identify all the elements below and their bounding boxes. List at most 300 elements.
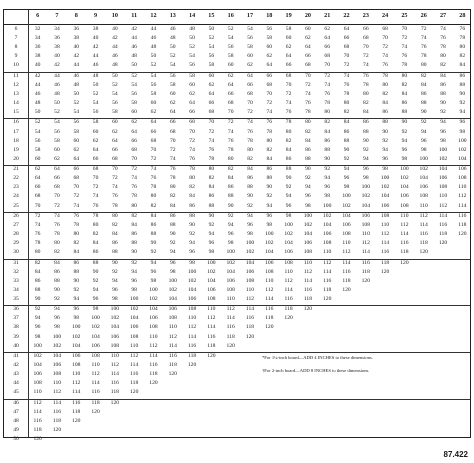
table-cell: 120	[110, 399, 120, 406]
table-cell: 56	[92, 109, 99, 116]
table-cell: 82	[73, 240, 80, 247]
table-cell: 58	[189, 72, 195, 79]
table-cell: 90	[150, 240, 157, 247]
table-cell: 98	[54, 324, 60, 331]
table-cell: 52	[150, 62, 157, 69]
table-cell: 106	[207, 286, 216, 293]
table-cell: 110	[91, 362, 100, 368]
table-cell: 112	[438, 202, 448, 209]
table-cell: 62	[247, 62, 253, 69]
table-cell: 94	[363, 155, 369, 162]
table-cell: 56	[112, 100, 118, 106]
table-cell: 60	[247, 53, 253, 60]
table-cell: 106	[149, 315, 158, 322]
table-cell: 72	[227, 119, 234, 126]
table-cell: 48	[73, 81, 80, 88]
table-cell: 84	[401, 90, 408, 97]
table-cell: 88	[266, 175, 273, 182]
row-label: 41	[13, 352, 19, 359]
table-cell: 100	[187, 268, 197, 275]
table-cell: 46	[73, 72, 80, 79]
table-cell: 96	[305, 193, 311, 200]
table-cell: 86	[343, 128, 350, 135]
table-cell: 36	[34, 44, 41, 51]
table-cell: 84	[112, 231, 118, 237]
table-cell: 62	[189, 90, 195, 97]
table-cell: 120	[458, 231, 467, 237]
row-label: 49	[13, 426, 19, 433]
table-cell: 72	[92, 184, 99, 191]
table-cell: 116	[187, 342, 197, 349]
table-cell: 98	[363, 175, 369, 182]
column-header: 20	[304, 12, 311, 19]
table-cell: 48	[169, 35, 176, 42]
table-cell: 92	[401, 128, 408, 135]
table-cell: 76	[112, 193, 118, 200]
table-cell: 94	[189, 240, 195, 247]
table-cell: 112	[33, 399, 42, 406]
table-cell: 120	[400, 259, 409, 266]
table-cell: 102	[284, 231, 293, 237]
table-cell: 86	[459, 72, 466, 79]
table-cell: 78	[382, 72, 388, 79]
table-cell: 94	[247, 212, 253, 219]
table-cell: 116	[168, 352, 177, 359]
table-cell: 94	[382, 146, 388, 153]
table-cell: 76	[440, 35, 446, 42]
table-cell: 88	[401, 109, 408, 116]
table-cell: 78	[189, 166, 195, 173]
table-cell: 98	[459, 128, 466, 135]
table-cell: 118	[303, 295, 312, 302]
table-cell: 116	[284, 295, 293, 302]
table-cell: 116	[400, 240, 409, 247]
table-cell: 82	[189, 184, 195, 191]
table-cell: 94	[401, 137, 408, 144]
table-cell: 100	[72, 324, 81, 331]
table-cell: 76	[266, 119, 273, 126]
row-label: 24	[13, 193, 19, 200]
table-cell: 58	[73, 128, 80, 135]
table-cell: 54	[169, 62, 176, 69]
table-cell: 92	[266, 193, 273, 200]
table-cell: 110	[265, 277, 274, 284]
table-cell: 118	[33, 426, 42, 433]
row-label: 23	[13, 184, 19, 191]
table-cell: 90	[324, 155, 330, 162]
table-cell: 116	[342, 268, 351, 275]
row-label: 21	[13, 166, 19, 173]
table-cell: 108	[129, 333, 139, 340]
table-cell: 68	[189, 119, 195, 126]
table-cell: 104	[91, 333, 100, 340]
table-cell: 114	[91, 380, 100, 387]
table-cell: 66	[305, 53, 311, 60]
table-cell: 72	[401, 35, 408, 42]
table-cell: 58	[92, 119, 99, 126]
table-cell: 44	[131, 35, 137, 42]
table-cell: 78	[343, 90, 350, 97]
column-header: 25	[401, 12, 408, 19]
table-cell: 68	[285, 72, 292, 79]
row-label: 9	[14, 53, 18, 60]
table-cell: 100	[438, 146, 448, 153]
table-cell: 120	[265, 324, 274, 331]
table-cell: 68	[112, 155, 118, 162]
table-cell: 108	[380, 212, 390, 219]
table-cell: 64	[266, 62, 273, 69]
table-cell: 96	[420, 137, 427, 144]
table-cell: 88	[131, 240, 137, 247]
table-cell: 78	[150, 184, 157, 191]
table-cell: 74	[112, 184, 118, 191]
table-cell: 94	[459, 109, 466, 116]
table-cell: 64	[189, 100, 195, 106]
table-cell: 98	[208, 249, 215, 256]
table-cell: 60	[112, 119, 118, 126]
table-cell: 60	[34, 155, 41, 162]
table-cell: 104	[168, 295, 177, 302]
table-cell: 76	[227, 137, 234, 144]
table-cell: 62	[227, 72, 234, 79]
table-cell: 108	[91, 352, 100, 359]
table-cell: 114	[245, 306, 255, 313]
table-cell: 80	[343, 100, 350, 106]
table-cell: 60	[169, 90, 176, 97]
table-cell: 68	[343, 44, 350, 51]
table-cell: 60	[189, 81, 195, 88]
table-cell: 112	[130, 352, 139, 359]
table-cell: 96	[227, 231, 234, 237]
table-cell: 84	[208, 184, 215, 191]
table-cell: 116	[458, 212, 467, 219]
table-cell: 50	[169, 44, 176, 51]
column-header: 28	[459, 12, 466, 19]
table-cell: 100	[458, 137, 467, 144]
table-cell: 86	[305, 146, 311, 153]
table-cell: 106	[342, 221, 351, 228]
table-cell: 98	[169, 268, 176, 275]
column-header: 13	[169, 12, 176, 19]
table-cell: 54	[34, 128, 41, 135]
table-cell: 102	[245, 249, 255, 256]
table-cell: 62	[92, 137, 99, 144]
table-cell: 110	[361, 231, 370, 237]
table-cell: 80	[92, 221, 99, 228]
table-cell: 88	[343, 137, 350, 144]
table-cell: 40	[112, 26, 118, 32]
table-cell: 82	[112, 221, 118, 228]
table-cell: 56	[266, 26, 273, 32]
table-cell: 92	[208, 221, 215, 228]
table-cell: 68	[227, 100, 234, 106]
table-cell: 96	[324, 184, 330, 191]
table-cell: 90	[112, 259, 118, 266]
table-cell: 44	[73, 62, 80, 69]
footnote-1: *For 1¼-inch board—ADD 4 INCHES to these dimensions.	[262, 355, 373, 360]
table-cell: 56	[169, 72, 176, 79]
table-cell: 78	[208, 155, 215, 162]
table-cell: 36	[73, 26, 80, 32]
table-cell: 112	[342, 249, 351, 256]
table-cell: 74	[285, 100, 292, 106]
table-cell: 84	[227, 175, 234, 182]
table-cell: 86	[169, 212, 176, 219]
table-cell: 72	[343, 62, 350, 69]
table-cell: 40	[34, 62, 41, 69]
table-cell: 58	[112, 109, 118, 116]
table-cell: 106	[52, 362, 62, 368]
table-cell: 82	[324, 119, 330, 126]
table-cell: 86	[112, 240, 118, 247]
table-cell: 108	[149, 324, 158, 331]
table-cell: 118	[207, 342, 216, 349]
table-cell: 84	[34, 268, 41, 275]
table-cell: 114	[110, 371, 119, 378]
table-cell: 108	[458, 175, 467, 182]
table-cell: 82	[401, 81, 408, 88]
table-cell: 42	[54, 62, 60, 69]
table-cell: 118	[323, 286, 332, 293]
table-cell: 82	[459, 53, 466, 60]
table-cell: 94	[343, 166, 350, 173]
table-cell: 92	[92, 277, 99, 284]
table-cell: 102	[342, 202, 351, 209]
table-cell: 110	[33, 389, 42, 396]
table-cell: 92	[382, 137, 388, 144]
table-cell: 94	[92, 286, 99, 293]
table-cell: 88	[363, 128, 369, 135]
table-cell: 102	[438, 155, 448, 162]
table-cell: 72	[189, 137, 195, 144]
table-cell: 44	[92, 53, 99, 60]
row-label: 13	[13, 90, 19, 97]
table-cell: 72	[363, 53, 369, 60]
table-cell: 90	[73, 277, 80, 284]
table-cell: 86	[440, 81, 446, 88]
table-cell: 54	[73, 109, 80, 116]
table-cell: 66	[169, 119, 176, 126]
table-cell: 96	[401, 146, 408, 153]
table-cell: 106	[380, 202, 390, 209]
row-label: 19	[13, 146, 19, 153]
table-cell: 58	[208, 62, 215, 69]
table-cell: 116	[91, 389, 100, 396]
table-cell: 64	[150, 119, 157, 126]
table-cell: 108	[187, 306, 197, 313]
table-cell: 100	[265, 231, 274, 237]
table-cell: 96	[440, 128, 446, 135]
table-cell: 72	[247, 109, 253, 116]
table-cell: 80	[266, 137, 273, 144]
column-header: 7	[55, 12, 59, 19]
table-cell: 74	[131, 175, 137, 182]
table-cell: 104	[265, 249, 274, 256]
table-cell: 120	[91, 408, 100, 415]
table-cell: 52	[169, 53, 176, 60]
row-label: 25	[13, 202, 19, 209]
table-cell: 102	[168, 286, 177, 293]
table-cell: 58	[247, 44, 253, 51]
column-header: 6	[36, 12, 40, 19]
table-cell: 72	[208, 128, 215, 135]
table-cell: 78	[227, 146, 234, 153]
table-cell: 82	[266, 146, 273, 153]
table-cell: 50	[73, 90, 80, 97]
table-cell: 104	[458, 155, 467, 162]
table-cell: 66	[363, 26, 369, 32]
table-cell: 92	[363, 146, 369, 153]
table-cell: 74	[169, 155, 176, 162]
table-cell: 80	[208, 166, 215, 173]
table-cell: 92	[189, 231, 195, 237]
table-cell: 100	[33, 342, 42, 349]
table-cell: 116	[130, 371, 139, 378]
table-cell: 68	[247, 90, 253, 97]
table-cell: 58	[150, 90, 157, 97]
column-header-row	[4, 10, 470, 25]
table-cell: 60	[150, 100, 157, 106]
table-cell: 102	[323, 212, 332, 219]
table-cell: 62	[285, 44, 292, 51]
table-cell: 114	[226, 315, 235, 322]
column-header: 19	[285, 12, 292, 19]
table-cell: 98	[73, 315, 80, 322]
table-cell: 66	[285, 62, 292, 69]
table-cell: 90	[208, 212, 215, 219]
table-cell: 74	[92, 193, 99, 200]
table-cell: 110	[323, 249, 332, 256]
table-cell: 114	[265, 295, 274, 302]
table-cell: 106	[245, 268, 255, 275]
table-cell: 112	[91, 371, 100, 378]
table-cell: 90	[382, 128, 388, 135]
table-cell: 40	[54, 53, 60, 60]
table-cell: 114	[361, 249, 370, 256]
table-cell: 40	[73, 44, 80, 51]
table-cell: 78	[266, 128, 273, 135]
table-cell: 48	[189, 26, 195, 32]
table-cell: 118	[438, 231, 448, 237]
table-cell: 108	[323, 240, 332, 247]
table-cell: 64	[247, 72, 253, 79]
row-label: 44	[13, 380, 19, 387]
column-header: 12	[150, 12, 157, 19]
table-cell: 120	[245, 333, 255, 340]
table-cell: 80	[459, 44, 466, 51]
table-cell: 96	[363, 166, 369, 173]
table-cell: 92	[34, 306, 41, 313]
table-cell: 76	[305, 100, 311, 106]
table-cell: 84	[459, 62, 466, 69]
table-cell: 118	[381, 259, 390, 266]
table-cell: 84	[305, 137, 311, 144]
table-cell: 72	[420, 26, 427, 32]
table-cell: 82	[247, 155, 253, 162]
table-cell: 100	[284, 221, 293, 228]
table-cell: 118	[458, 221, 467, 228]
table-cell: 104	[149, 306, 158, 313]
table-cell: 74	[208, 137, 215, 144]
table-cell: 96	[247, 221, 253, 228]
row-label: 46	[13, 399, 19, 406]
table-cell: 92	[285, 184, 292, 191]
table-cell: 74	[401, 44, 408, 51]
table-cell: 48	[54, 90, 60, 97]
table-cell: 120	[342, 286, 351, 293]
row-label: 17	[13, 128, 19, 135]
table-cell: 92	[247, 202, 253, 209]
table-cell: 68	[131, 146, 137, 153]
table-cell: 120	[361, 277, 370, 284]
table-cell: 104	[284, 240, 293, 247]
table-cell: 110	[187, 315, 197, 322]
table-cell: 110	[381, 221, 390, 228]
table-cell: 42	[34, 72, 41, 79]
table-cell: 116	[245, 315, 255, 322]
table-cell: 98	[382, 166, 388, 173]
table-cell: 64	[34, 175, 41, 182]
row-label: 48	[13, 417, 19, 424]
table-cell: 98	[343, 184, 350, 191]
table-cell: 104	[187, 286, 197, 293]
table-cell: 78	[440, 44, 446, 51]
table-cell: 76	[54, 221, 60, 228]
table-cell: 70	[247, 100, 253, 106]
table-cell: 58	[131, 100, 137, 106]
table-cell: 102	[91, 324, 100, 331]
table-cell: 38	[54, 44, 60, 51]
table-cell: 112	[226, 306, 235, 313]
table-cell: 62	[112, 128, 118, 135]
table-cell: 98	[92, 306, 99, 313]
table-cell: 120	[52, 426, 62, 433]
row-label: 15	[13, 109, 19, 116]
table-cell: 102	[33, 352, 42, 359]
table-cell: 108	[110, 342, 120, 349]
table-cell: 98	[247, 231, 253, 237]
table-cell: 56	[73, 119, 80, 126]
table-cell: 120	[419, 249, 428, 256]
table-cell: 60	[92, 128, 99, 135]
table-cell: 86	[92, 249, 99, 256]
table-cell: 74	[227, 128, 234, 135]
table-cell: 80	[73, 231, 80, 237]
table-cell: 120	[187, 362, 197, 368]
table-cell: 66	[112, 146, 118, 153]
table-cell: 112	[361, 240, 370, 247]
row-label: 7	[14, 35, 18, 42]
table-cell: 60	[208, 72, 215, 79]
table-cell: 120	[284, 315, 293, 322]
table-cell: 98	[266, 221, 273, 228]
table-cell: 72	[305, 81, 311, 88]
table-cell: 84	[189, 193, 195, 200]
table-cell: 112	[245, 295, 255, 302]
table-cell: 78	[247, 137, 253, 144]
column-header: 24	[382, 12, 389, 19]
table-cell: 70	[208, 119, 215, 126]
table-cell: 76	[208, 146, 215, 153]
table-cell: 120	[323, 295, 332, 302]
table-cell: 118	[91, 399, 100, 406]
table-cell: 66	[92, 155, 99, 162]
table-cell: 70	[343, 53, 350, 60]
table-cell: 48	[112, 62, 118, 69]
table-cell: 84	[382, 100, 388, 106]
table-cell: 88	[34, 286, 41, 293]
table-cell: 114	[168, 342, 177, 349]
